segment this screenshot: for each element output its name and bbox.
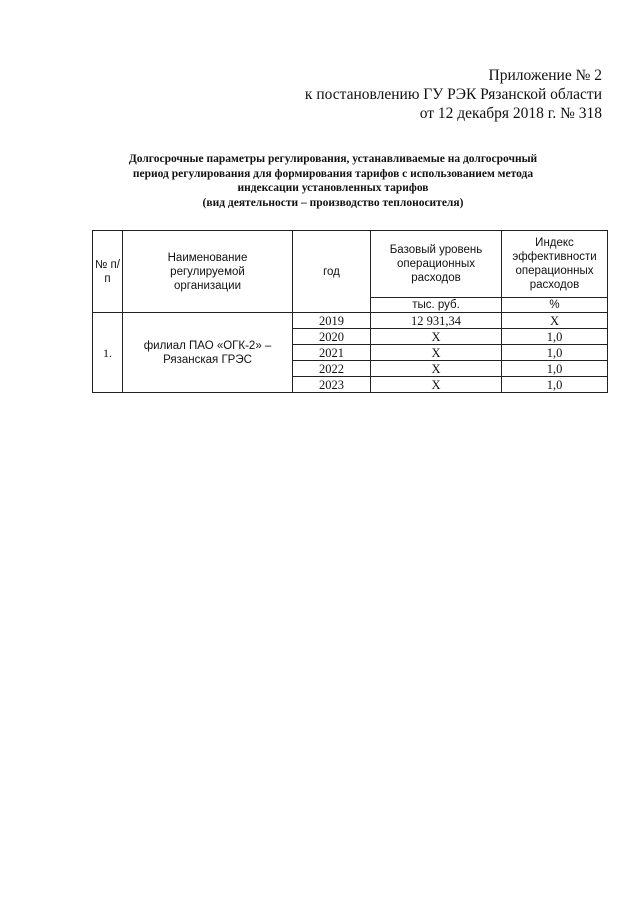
parameters-table — [92, 230, 608, 393]
year-cell: 2022 — [293, 361, 371, 377]
header-year: год — [293, 231, 371, 313]
year-cell: 2019 — [293, 313, 371, 329]
year-cell: 2021 — [293, 345, 371, 361]
unit-base: тыс. руб. — [371, 298, 502, 313]
document-title — [88, 152, 578, 210]
header-num: № п/п — [93, 231, 123, 313]
title-line-1: Долгосрочные параметры регулирования, устанавливаемые на долгосрочный — [128, 153, 538, 165]
efficiency-index-cell: 1,0 — [502, 329, 608, 345]
efficiency-index-cell: 1,0 — [502, 377, 608, 393]
title-line-4: (вид деятельности – производство теплоносителя) — [202, 196, 464, 209]
base-level-cell: 12 931,34 — [371, 313, 502, 329]
row-number: 1. — [93, 313, 123, 393]
appendix-number: Приложение № 2 — [488, 67, 602, 84]
efficiency-index-cell: 1,0 — [502, 361, 608, 377]
header-base-level: Базовый уровень операционных расходов — [371, 231, 502, 298]
appendix-header — [305, 66, 602, 123]
base-level-cell: Х — [371, 377, 502, 393]
table-header-row — [93, 231, 608, 298]
table-row — [93, 313, 608, 329]
base-level-cell: Х — [371, 345, 502, 361]
header-organization: Наименование регулируемой организации — [123, 231, 293, 313]
appendix-reference: к постановлению ГУ РЭК Рязанской области — [304, 86, 602, 103]
base-level-cell: Х — [371, 329, 502, 345]
appendix-date: от 12 декабря 2018 г. № 318 — [419, 105, 602, 122]
efficiency-index-cell: Х — [502, 313, 608, 329]
unit-index: % — [502, 298, 608, 313]
year-cell: 2023 — [293, 377, 371, 393]
year-cell: 2020 — [293, 329, 371, 345]
efficiency-index-cell: 1,0 — [502, 345, 608, 361]
title-line-3: индексации установленных тарифов — [237, 182, 429, 194]
organization-name: филиал ПАО «ОГК-2» – Рязанская ГРЭС — [123, 313, 293, 393]
header-efficiency-index: Индекс эффективности операционных расходов — [502, 231, 608, 298]
title-line-2: период регулирования для формирования тарифов с использованием метода — [132, 167, 534, 180]
base-level-cell: Х — [371, 361, 502, 377]
